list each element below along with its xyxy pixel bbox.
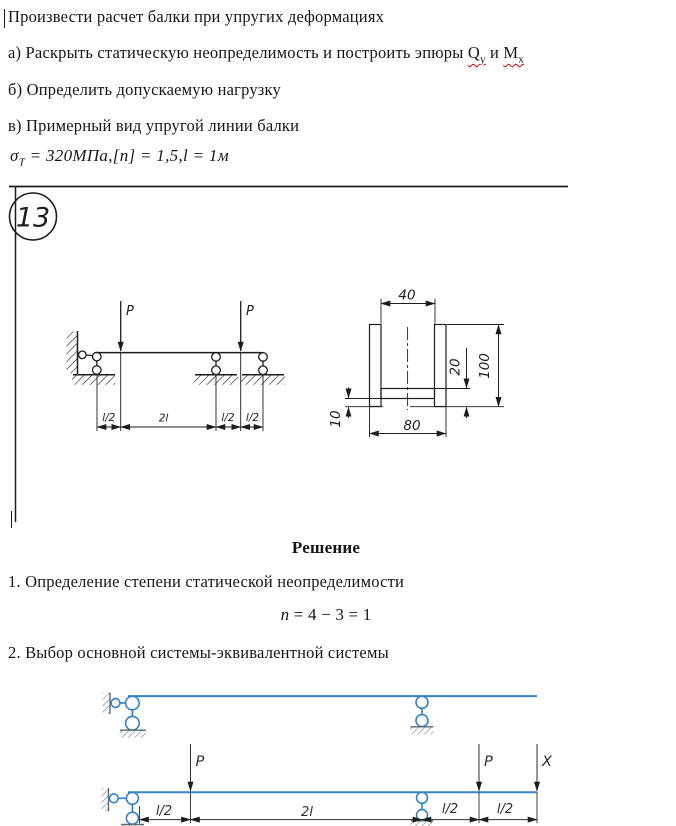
eq-redundant-arrow [537, 744, 553, 823]
section-right-wall [435, 325, 447, 407]
dim-80-label: 80 [403, 418, 421, 434]
equivalent-system-diagram [102, 744, 554, 826]
text-cursor [4, 9, 5, 28]
eq-dim-label-4: l/2 [496, 802, 514, 817]
load-arrow-left [121, 301, 134, 351]
eq-load-label-2: P [484, 754, 493, 770]
beam-dim-label-2: 2l [158, 412, 169, 425]
support-middle [194, 353, 238, 385]
eq-dim-label-1: l/2 [155, 804, 173, 819]
solution-step2: 2. Выбор основной системы-эквивалентной системы [8, 643, 389, 662]
dim-40-label: 40 [398, 287, 416, 304]
task-b: б) Определить допускаемую нагрузку [8, 80, 281, 99]
eq-dim-lines [140, 806, 538, 824]
dim-10 [328, 388, 383, 428]
solution-step1: 1. Определение степени статической неопределимости [8, 572, 405, 591]
problem-beam-diagram [67, 301, 286, 431]
load-arrow-right [241, 301, 254, 351]
eq-load-arrow-2 [479, 744, 493, 823]
eq-dim-label-3: l/2 [441, 802, 459, 817]
eq-support-left [102, 788, 145, 826]
figure-number: 13 [15, 202, 51, 234]
support-left-wall [67, 331, 116, 385]
given-formula: $\sigma_Т = 320МПа,[n] = 1,5,l = 1м$ [10, 146, 229, 169]
beam-dim-label-1: l/2 [102, 412, 116, 424]
dim-100-label: 100 [477, 353, 493, 379]
beam-dim-extensions [97, 353, 263, 431]
load-label-right: P [246, 304, 254, 319]
eq-dim-label-2: 2l [301, 805, 313, 820]
figure-number-circle [10, 193, 57, 240]
dim-40 [381, 288, 435, 324]
shear-symbol: $Q_у$ [467, 43, 486, 66]
beam-dim-label-4: l/2 [245, 412, 260, 424]
eq-load-arrow-1 [191, 744, 205, 823]
bs-support-middle [410, 696, 434, 734]
figure-frame [9, 187, 568, 523]
solution-heading: Решение [291, 538, 361, 557]
eq-support-middle [411, 792, 434, 826]
task-a-conj: и [485, 43, 504, 62]
section-web [381, 389, 435, 399]
moment-symbol: $M_х$ [503, 43, 524, 66]
basic-system-diagram [103, 693, 538, 738]
dim-80 [370, 407, 447, 437]
dim-20 [410, 348, 470, 418]
load-label-left: P [126, 304, 134, 319]
section-left-wall [370, 325, 382, 407]
problem-title: Произвести расчет балки при упругих деформациях [8, 7, 385, 26]
text-cursor-2 [11, 511, 12, 528]
dim-100 [410, 325, 504, 407]
task-a-text: а) Раскрыть статическую неопределимость и построить эпюры [8, 43, 468, 62]
bs-support-left [103, 693, 147, 738]
cross-section [328, 288, 504, 438]
support-right [241, 353, 285, 385]
eq-load-label-1: P [195, 754, 205, 770]
eq-redundant-label: X [542, 754, 552, 770]
dim-10-label: 10 [328, 410, 344, 428]
beam-dim-label-3: l/2 [221, 412, 235, 424]
task-a [8, 43, 524, 65]
dim-20-label: 20 [447, 358, 464, 376]
task-c: в) Примерный вид упругой линии балки [8, 116, 300, 135]
degree-equation: n = 4 − 3 = 1 [280, 605, 372, 624]
